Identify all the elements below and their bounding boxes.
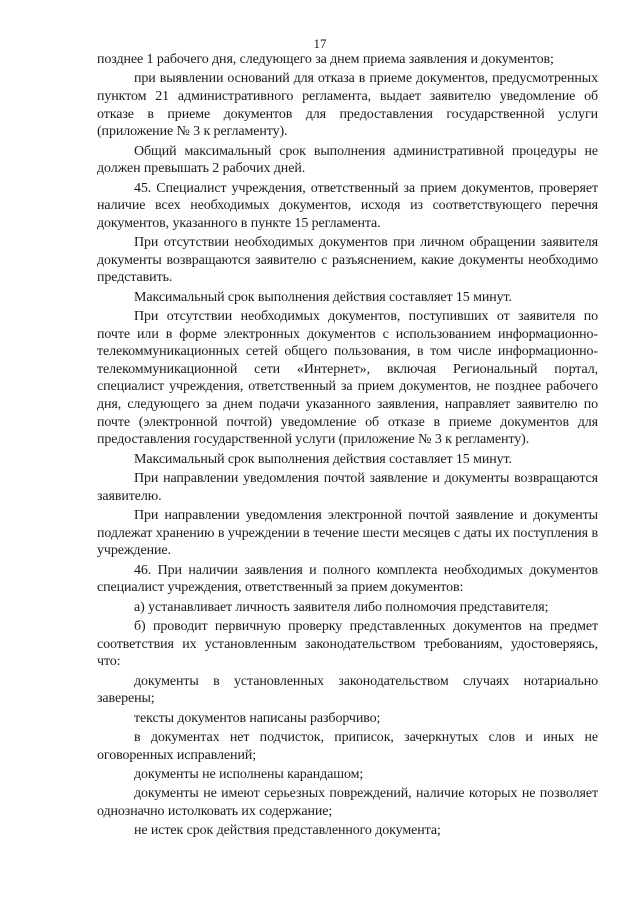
paragraph-13: б) проводит первичную проверку представленных документов на предмет соответствия их установленным законодательством требованиям, удостоверяясь, что: bbox=[97, 618, 598, 670]
paragraph-3: Общий максимальный срок выполнения административной процедуры не должен превышать 2 рабочих дней. bbox=[97, 143, 598, 177]
paragraph-12: а) устанавливает личность заявителя либо полномочия представителя; bbox=[134, 599, 549, 615]
paragraph-14: документы в установленных законодательством случаях нотариально заверены; bbox=[97, 673, 598, 707]
paragraph-10: При направлении уведомления электронной почтой заявление и документы подлежат хранению в учреждении в течение шести месяцев с даты их поступления в учреждение. bbox=[97, 508, 598, 559]
paragraph-4: 45. Специалист учреждения, ответственный за прием документов, проверяет наличие всех необходимых документов, исходя из соответствующего перечня документов, указанного в пункте 15 регламента. bbox=[97, 180, 598, 231]
paragraph-15: тексты документов написаны разборчиво; bbox=[134, 710, 381, 726]
page-number: 17 bbox=[313, 36, 327, 51]
paragraph-6: Максимальный срок выполнения действия составляет 15 минут. bbox=[134, 289, 512, 305]
paragraph-17: документы не исполнены карандашом; bbox=[134, 766, 364, 782]
paragraph-1: позднее 1 рабочего дня, следующего за днем приема заявления и документов; bbox=[97, 52, 554, 67]
paragraph-7: При отсутствии необходимых документов, поступивших от заявителя по почте или в форме электронных документов с использованием информационно-телекоммуникационных сетей общего пользования, в том числе информационно-телекоммуникационной сети «Интернет», включая Региональный портал, специалист учреждения, ответственный за прием документов, не позднее рабочего дня, следующего за днем подачи указанного заявления, направляет заявителю по почте (электронной почтой) уведомление об отказе в приеме документов для предоставления государственной услуги (приложение № 3 к регламенту). bbox=[97, 309, 598, 448]
paragraph-9: При направлении уведомления почтой заявление и документы возвращаются заявителю. bbox=[97, 471, 598, 504]
paragraph-19: не истек срок действия представленного документа; bbox=[134, 823, 441, 839]
paragraph-2: при выявлении оснований для отказа в приеме документов, предусмотренных пунктом 21 административного регламента, выдает заявителю уведомление об отказе в приеме документов для предоставления государственной услуги (приложение № 3 к регламенту). bbox=[97, 71, 598, 140]
paragraph-16: в документах нет подчисток, приписок, зачеркнутых слов и иных не оговоренных исправлений; bbox=[97, 729, 598, 763]
paragraph-8: Максимальный срок выполнения действия составляет 15 минут. bbox=[134, 451, 512, 467]
paragraph-18: документы не имеют серьезных повреждений, наличие которых не позволяет однозначно истолковать их содержание; bbox=[97, 786, 598, 819]
paragraph-5: При отсутствии необходимых документов при личном обращении заявителя документы возвращаются заявителю с разъяснением, какие документы необходимо представить. bbox=[97, 235, 598, 286]
paragraph-11: 46. При наличии заявления и полного комплекта необходимых документов специалист учреждения, ответственный за прием документов: bbox=[97, 562, 598, 596]
document-body bbox=[97, 51, 598, 842]
